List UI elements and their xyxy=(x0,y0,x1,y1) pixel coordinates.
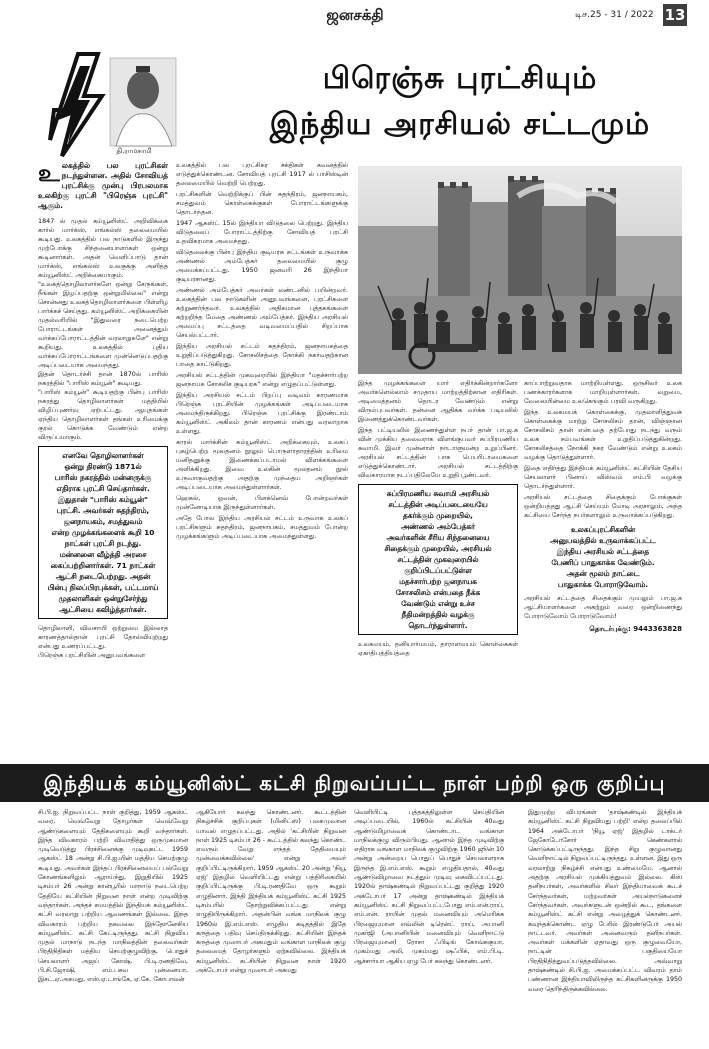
article-column-3 xyxy=(358,379,518,658)
paragraph: விடுதலைக்கு பின்பு இந்திய குடியரசு சட்டங்கள் உருவாக்க அண்ணல் அம்பேத்கர் தலைமையில் குழு அமைக்கப்பட்டது. 1950 ஜனவரி 26 இந்தியா குடியரசானது. xyxy=(176,248,348,283)
paragraph: 1847 ல் முதல் கம்யூனிஸ்ட் அறிவிக்கை கார்ல் மார்க்ஸ், எங்கல்ஸ் தலைமையில் கூடியது. உலகத்தில் பல நாடுகளில் இருந்து முற்போக்கு சிந்தனையாளர்கள் ஒன்று கூடினார்கள். அதன் வெளிப்பாடு தான் மார்க்ஸ், எங்கல்ஸ் உலகுக்கு அளித்த கம்யூனிஸ்ட் அறிக்கையாகும். xyxy=(38,217,168,279)
headline-line-1: பிரெஞ்சு புரட்சியும் xyxy=(322,61,598,96)
fortress-illustration-icon xyxy=(358,166,682,374)
paragraph: இந்த உலகமயக் கொள்கைக்கு, முதலாளித்துவக் கொள்கைக்கு மாற்று சோசலிசம் தான், விஞ்ஞான சோசலிசம் தான் என்பதை தற்போது நடந்து வரும் உலக சம்பவங்கள் உறுதிப்படுத்துகின்றது. சோசலிசத்தை நோக்கி நகர வேண்டும் என்று உலகம் வழக்கு தொடுத்துள்ளார். xyxy=(524,408,682,461)
highlight-line: முதலாளிகள் ஒன்றுசேர்ந்து xyxy=(58,594,148,603)
masthead xyxy=(0,0,709,44)
paragraph: இதை எதிர்த்து இந்தியக் கம்யூனிஸ்ட் கட்சியின் தேசிய செயலாளர் பினாய் விஸ்வம் எம்.பி வழக்கு தொடர்ந்துள்ளார். xyxy=(524,464,682,490)
highlight-line: சட்டத்தின் முகவுரையில் xyxy=(397,555,479,564)
paragraph: அண்ணல் அம்பேத்கர் அவர்கள் லண்டனில் பயின்றவர். உலகத்தின் பல நாடுகளின் அனுபவங்களை, புரட்சிகளை கற்றுணர்ந்தவர். உலகத்தில் அதிகமான புத்தகங்களை கற்றறிந்த மேதை அண்ணல் அம்பேத்கர். இந்திய அரசியல் அமைப்பு சட்டத்தை வடிவமைப்பதில் சிறப்பாக செயல்பட்டார். xyxy=(176,286,348,339)
lead-paragraph: லகத்தில் பல புரட்சிகள் நடந்துள்ளன. அதில் சோவியத் புரட்சிக்கு முன்பு பிரபலமாக உலகிற்கு புரட்சி "பிரெஞ்சு புரட்சி" ஆகும். xyxy=(38,161,168,210)
article-column-1 xyxy=(38,161,168,660)
paragraph: அரசியல் சட்டத்தின் முகவுரையில் இந்தியா "மதச்சார்பற்ற ஜனநாயக சோசலிச குடியரசு" என்று எழுதப்பட்டுள்ளது. xyxy=(176,371,348,388)
highlight-line: ஒன்று திரண்டு 1871ல் xyxy=(64,462,142,471)
highlight-line: கைப்பற்றினார்கள். 71 நாட்கள் xyxy=(50,561,156,570)
newspaper-name: ஜனசக்தி xyxy=(326,6,384,24)
lightning-bolt-icon xyxy=(40,48,180,158)
paragraph: அரசியல் சட்டத்தை சிதைக்கும் முயலும் பா.ஜ.க ஆட்சியாளர்களை அகற்றும் வரை ஒன்றிணைந்து போராடுவோம் போராடுவோம்! xyxy=(524,594,682,620)
paragraph: 1947 ஆகஸ்ட் 15ல் இந்தியா விடுதலை பெற்றது. இந்திய விடுதலைப் போராட்டத்திற்கு சோவியத் புரட்சி உதவிகரமாக அமைந்தது. xyxy=(176,219,348,245)
paragraph: அதே போல இந்திய அரசியல் சட்டம் உருவாக உலகப் புரட்சிகளும் சுதந்திரம், ஜனநாயகம், சமத்துவம் போன்ற முழக்கங்களும் அடிப்படையாக அமைந்துள்ளது. xyxy=(176,514,348,540)
paragraph: காரல் மார்க்சின் கம்யூனிஸ்ட் அறிக்கையும், உலகப் புகழ்பெற்ற மூலதனம் நூலும் பொருளாதாரத்தின் உரிமை மனிதனுக்கு இணைக்கப்படாமல் விளக்கங்களை அளிக்கிறது. இவை உலகின் மூலதனம் நூல் உருவாகுவதற்கு அதற்கு முந்தைய அறிஞர்கள் அடிப்படையாக அமைந்துள்ளார்கள். xyxy=(176,438,348,491)
highlight-line: நீதிமன்றத்தில் வழக்கு xyxy=(401,610,475,619)
highlight-line: பாரிஸ் நகரத்தில் மன்னருக்கு xyxy=(54,473,152,482)
paragraph: இந்த முழக்கங்களை யார் எதிர்க்கின்றார்களோ அவர்களெல்லாம் சமுதாய மாற்றத்திற்கான எதிரிகள். அடிமைத்தனம் தொடர வேண்டும் என்று விரும்புபவர்கள். தன்னை ஆதிக்க வர்க்க படியலில் இணைத்துக்கொண்டவர்கள். xyxy=(358,379,518,423)
highlight-quote xyxy=(524,524,682,590)
column-logo xyxy=(40,48,180,158)
paragraph: இந்த பட்டியலில் இணைந்துள்ள நபர் தான் பா.ஜ.க வின் முக்கிய தலைவராக விளங்குபவர் சுப்பிரமணிய சுவாமி. இவர் முன்னாள் நாடாளுமன்ற உறுப்பினர். அரசியல் சட்டத்தின் பாக பெயரிடாமைகளை எடுத்துக்கொண்டார். அரசியல் சட்டத்திற்கு விவகாரமாக நடப்பதிலேயே உறுதி பூண்டவர். xyxy=(358,426,518,479)
section-banner: இந்தியக் கம்யூனிஸ்ட் கட்சி நிறுவப்பட்ட நாள் பற்றி ஒரு குறிப்பு xyxy=(0,764,709,802)
issue-date: டிச.25 - 31 / 2022 xyxy=(575,10,654,20)
highlight-line: ஆட்சியை கவிழ்த்தார்கள். xyxy=(59,605,147,614)
paragraph: உலகத்தில் பல புரட்சிகர சக்திகள் கவனத்தில் எடுத்துக்கொண்டன. சோவியத் புரட்சி 1917 ல் பாசிஸ்டின் தலைமையில் வெற்றி பெற்றது. xyxy=(176,161,348,187)
paragraph: இதன் தொடர்ச்சி தான் 1870ல் பாரிஸ் நகரத்தில் "பாரிஸ் கம்யூன்" கூடியது. xyxy=(38,370,168,387)
highlight-line: நாட்கள் புரட்சி நடந்து. xyxy=(64,539,142,548)
highlight-line: அவர்களின் சீரிய சிந்தனையை xyxy=(386,533,490,542)
highlight-line: மன்னனை வீழ்த்தி அரசை xyxy=(59,550,147,559)
paragraph: இந்திய அரசியல் சட்டம் பிறப்பு வடிவம் காரணமாக பிரெஞ்சு புரட்சியின் முழக்கங்கள் அடிப்படையாக அமைந்திருக்கிறது. பிரெஞ்சு புரட்சிக்கு இரண்டாம் கம்யூனிஸ்ட் அகிலம் தான் காரணம் என்பது வரலாறாக உள்ளது. xyxy=(176,391,348,435)
highlight-line: சோசலிசம் என்பதை நீக்க xyxy=(395,588,481,597)
paragraph: அரசியல் சட்டத்தை சிதைக்கும் போக்குகள் ஒன்றியத்தது ஆட்சி செய்யும் மோடி அரசாலும், அந்த கட்சியை சேர்ந்த நபர்களாலும் உருவாக்கப்படுகிறது. xyxy=(524,493,682,519)
highlight-line: தகர்க்கும் முறையில், xyxy=(403,511,473,520)
highlight-line: தொடர்ந்துள்ளார். xyxy=(408,621,468,630)
note-column-3: வெளியிட்டி புத்தகத்திலுள்ள செய்தியின் அடிப்படையில், 1960ல் கட்சியின் 40வது ஆண்டுமிழாவைக் கொண்டாட வங்காள மாநிலக்குழு விரும்பியது. ஆனால் இந்த முடிவிற்கு எதிராக வங்காள மாநிலக் குழுவிற்கு 1960 ஜூன் 10 அன்று அன்றைய பொதுப் பொதுச் செயலாளராக இருந்த இ.எம்.எஸ். கூறும் எழுதியதால், 40வது ஆண்டுவிழாவை நடத்தும் முடிவு கைவிடப்பட்டது. 1920ல் தாஷ்கண்டில் நிறுவப்பட்டது குறித்து 1920 அக்டோபர் 17 அன்று தாஷ்கண்டில் இந்தியக் கம்யூனிஸ்ட் கட்சி நிறுவப்பட்டபோது எம்.என்.ராய், எம்.என். ராயின் முதல் மனைவியும் அமெரிக்க பிரஜையுமான எவ்லின் டிரென்ட் ராய், அபானி முகர்ஜி (அபானியின் மனைவியும் வெளிநாட்டு பிரஜையுமான) ரோசா ஃபிடிங் கோவ்சுகுயா, முகம்மது அலி, முகம்மது ஷஃபிக், எம்.பி.டி. ஆச்சார்யா ஆகிய ஏழு பேர் கலந்து கொண்டனர். xyxy=(354,809,504,965)
highlight-line: இந்திய அரசியல் சட்டத்தை xyxy=(556,547,650,556)
highlight-line: உலகப்புரட்சிகளின் xyxy=(570,525,636,534)
highlight-line: பின்பு நிலப்பிரபுக்கள், பட்டமாய் xyxy=(47,583,159,592)
paragraph: "பாரிஸ் கம்யூன்" கூடியதற்கு பின்பு பாரிஸ் நகரத்து தொழிலாளர்கள் மத்தியில் விழிப்புணர்வு ஏற்பட்டது. ஆயுதங்கள் ஏந்திய தொழிலாளர்கள் தங்கள் உரிமைக்கு குரல் கொடுக்க வேண்டும் என்ற விருப்பமாகும். xyxy=(38,388,168,441)
highlight-box xyxy=(38,446,168,619)
drop-cap: உ xyxy=(38,159,60,187)
highlight-line: பேணிப் பாதுகாக்க வேண்டும். xyxy=(551,558,655,567)
highlight-line: இதுதான் "பாரிஸ் கம்யூன்" xyxy=(57,495,149,504)
paragraph: உலகமயம், தனியார்மயம், தாராளமயம் கொள்கைகள் ஏகாதிபத்தியத்தை xyxy=(358,640,518,657)
contact-line: தொடர்புக்கு: 9443363828 xyxy=(589,625,682,633)
highlight-line: ஆட்சி நடைபெற்றது. அதன் xyxy=(55,572,151,581)
highlight-line: அண்ணல் அம்பேத்கர் xyxy=(400,522,476,531)
article-column-4 xyxy=(524,379,682,634)
author-name: தி.ராமசாமி xyxy=(116,147,152,155)
bastille-illustration xyxy=(358,166,682,374)
paragraph: காப்பாற்றுவதாக மாற்றியுள்ளது. ஒருசிலர் உலக பணக்காரர்களாக மாறியுள்ளார்கள். வறுமை, வேலையின்மை உலகெங்கும் பரவி வருகிறது. xyxy=(524,379,682,405)
highlight-line: சட்டத்தின் அடிப்படையையே xyxy=(388,500,488,509)
highlight-line: பாதுகாக்க போராடுவோம். xyxy=(557,580,649,589)
highlight-line: ஜனநாயகம், சமத்துவம் xyxy=(63,517,143,526)
highlight-line: மதச்சார்பற்ற ஜனநாயக xyxy=(399,577,477,586)
note-column-4: இதுமுற்ற விபரங்கள் 'தாஷ்கண்டில் இந்தியக் கம்யூனிஸ்ட் கட்சி நிறுவியது பற்றி' என்ற தலைப்பில் 1964 அக்டோபர் 'நியூ ஏஜ்' இதழில் டாக்டர் ஜேகோடோசோர் கெண்களால் கொடுக்கப்பட்டிருந்தது. இந்த சிறு குழுவானது வெளிநாட்டில் நிறுவப்பட்டிருந்தது. உள்ளன. இது ஒரு வரலாற்று நிகழ்ச்சி என்பது உண்மையே. ஆனால் அதற்கு அரசியல் முக்கியத்துவம் இல்லை. கிஸ் தனிநபர்கள், அவர்களில் சிலர் இந்தியாவைக் கூடச் சேர்ந்தவர்கள், மற்றவர்கள் அயல்நாடுகளைச் சேர்ந்தவர்கள். அவர்களுடன் ஒன்றில் கூட, தங்களை கம்யூனிஸ்ட் கட்சி என்று அழைத்துக் கொண்டனர். கவுந்தக்கொண்ட ஏழு பேரில் இரண்டுபேர் அயல் நாட்டவர். அவர்கள் அனைவரும் தனிநபர்கள். அவர்கள் மக்களின் ஏதாவது ஒரு குழுவையோ, நாட்டின் பகுதியையோ பிரதிநிதித்துவப்படுத்தவில்லை. அவ்வாறு தாஷ்கண்டில் சி.பி.ஐ. அமைக்கப்பட்ட விவரம் தாம் பண்ணான இந்தியாவிலிருந்த கட்சிகளினருக்கு 1950 வரை தெரிந்திருக்கவில்லை. xyxy=(528,809,682,993)
highlight-line: எனவே தொழிலாளர்கள் xyxy=(62,451,144,460)
highlight-box xyxy=(358,484,518,635)
highlight-line: குறிப்பிடப்பட்டுள்ள xyxy=(404,566,472,575)
highlight-line: புரட்சி. அவர்கள் சுதந்திரம், xyxy=(56,506,150,515)
paragraph: இந்திய அரசியல் சட்டம் சுதந்திரம், ஜனநாயகத்தை உறுதிப்படுத்துகிறது. சோசலிசத்தை நோக்கி நகர்வதற்கான பாதை காட்டுகிறது. xyxy=(176,342,348,368)
note-column-2: ஆகியோர் கலந்து கொண்டனர். கூட்டத்தின் நிகழ்ச்சிக் குறிப்புகள் (மினிட்ஸ்) பலசுமுவான யாவல் எழுதப்பட்டது. அதில் 'கட்சியின் நிறுவன நாள் 1925 டிசம்பர் 26 - கூட்டத்தில் கலந்து கொண்ட எவரும் வேறு எந்தத் தேதியையும் முன்வைக்கவில்லை' என்று அவர் குறிப்பிட்டிருக்கிறார். 1959 ஆகஸ்ட் 20 அன்று 'நியூ ஏஜ்' இதழில் வெளியிட்டது என்று பத்திரிகையில் குறிப்பிட்டிருக்கு பி.டி.ரணதிவே ஒரு கூறும் எழுதினார். இந்தி இந்தியக் கம்யூனிஸ்ட் கட்சி 1925 டிசம்பரில் தோற்றுவிக்கப்பட்டது என்று எழுதியிருக்கிறார். அதன்பின் வங்க மாநிலக் குழு 1960ல் இ.எம்.எஸ். எழுதிய கடிதத்தில் இதே கருத்தை பதிவு செய்திருக்கிறது. கட்சியின் இந்தக் கருத்தை முஸாபர் அகமதும் வங்காள மாநிலக் குழு தலைமைத் தோழர்களும் ஏற்கவில்லை. இந்தியக் கம்யூனிஸ்ட் கட்சியின் நிறுவன நாள் 1920 அக்டோபர் என்று முஸாபர் அகமது xyxy=(196,809,346,975)
highlight-line: வேண்டும் என்று உச்ச xyxy=(401,599,475,608)
paragraph: ஹெகல், ஓவன், பிளக்னெவ் போன்றவர்கள் முன்னோடியாக இருந்துள்ளார்கள். xyxy=(176,494,348,511)
headline-line-2: இந்திய அரசியல் சட்டமும் xyxy=(269,107,651,142)
highlight-line: என்ற முழக்கங்களைக் கூறி 10 xyxy=(51,528,155,537)
page-number: 13 xyxy=(664,6,686,24)
article-column-2 xyxy=(176,161,348,541)
highlight-line: அனுபவத்தில் உருவாக்கப்பட்ட xyxy=(550,536,656,545)
paragraph: பிரெஞ்சு புரட்சியின் அனுபவங்களை xyxy=(38,651,145,659)
highlight-line: சுப்பிரமணிய சுவாமி அரசியல் xyxy=(386,489,490,498)
paragraph: புரட்சிகளின் வெற்றிக்குப் பின் சுதந்திரம், ஜனநாயகம், சமத்துவம் கொள்கைக்குகள் போராட்டங்களுக்கு தொடர்ந்தன. xyxy=(176,190,348,216)
paragraph: "உலகத்தொழிலாளர்களே ஒன்று சேருங்கள், நீங்கள் இழப்பதற்கு ஒன்றுமில்லை" என்று சொன்னது உலகத்தொழிலாளர்களை பிள்ளிழ பார்க்கச் செய்தது. கம்யூனிஸ்ட் அறிக்கையின் முதல்வரியில் "இதுவரை நடைபெற்ற போராட்டங்கள் அனைத்தும் வர்க்கப்போராட்டத்தின் வரலாறுகளே" என்று கூறியது. உலகத்தில் புதிய வர்க்கப்போராட்டங்களை முன்னெடுப்பதற்கு அடிப்படையாக அமைந்தது. xyxy=(38,280,168,369)
highlight-line: அதன் மூலம் நாட்டை xyxy=(566,569,640,578)
note-column-1: சி.பி.ஐ. நிறுவப்பட்ட நாள் குறித்து, 1959 ஆகஸ்ட் வரை, வெவ்வேறு தோழர்கள் வெவ்வேறு ஆண்டுகளையும் தேதிகளையும் கூறி வந்தார்கள். இந்த விவகாரம் பற்றி விவாதித்து ஒருமுகமான முடிவெடுத்து பிரச்சினைக்கு முடிவுகட்ட 1959 ஆகஸ்ட் 18 அன்று சி.பி.ஐ.யின் மத்திய செயற்குழு கூடியது. அவர்கள் இந்தப் பிரச்சினையைப் பல்வேறு கோணங்களிலும் ஆராய்ந்து, இறுதியில் 1925 டிசம்பர் 26 அன்று கான்பூரில் மாநாடு நடைபெற்ற தேதியே கட்சியின் நிறுவன நாள் என்ற முடிவிற்கு வந்தார்கள். அந்தச் சமயத்தில் இந்தியக் கம்யூனிஸ்ட் கட்சி வரலாறு பற்றிய ஆவணங்கள் இல்லை. இந்த விவகாரம் பற்றிய தகவலை இந்தோனேசிய கம்யூனிஸ்ட் கட்சி கேட்டிருந்தது. கட்சி நிறுவிய முதல் மாநாடு நடந்த மாநிலத்தின் தலைவர்கள் பிரதிநிதிகள் மத்திய செயற்குழுவிற்கு, பொதுச் செயலாளர் அஜய் கோஷ், பி.டி.ரணதிவே, பி.சி.ஜோஷி, எம்.பசவ புன்னையா, இசட்.ஏ.அகமது, எஸ்.ஏ.டாங்கே, ஏ.கே. கோபாலன் xyxy=(38,809,188,984)
highlight-line: சிதைக்கும் முறையில், அரசியல் xyxy=(384,544,492,553)
highlight-line: எதிராக புரட்சி செய்தார்கள். xyxy=(56,484,150,493)
paragraph: தொழிலாளி, விவசாயி ஒற்றுமை இல்லாத காரணத்தால்தான் புரட்சி தோல்வியுற்றது என்பது உணரப்பட்டது. xyxy=(38,624,168,650)
